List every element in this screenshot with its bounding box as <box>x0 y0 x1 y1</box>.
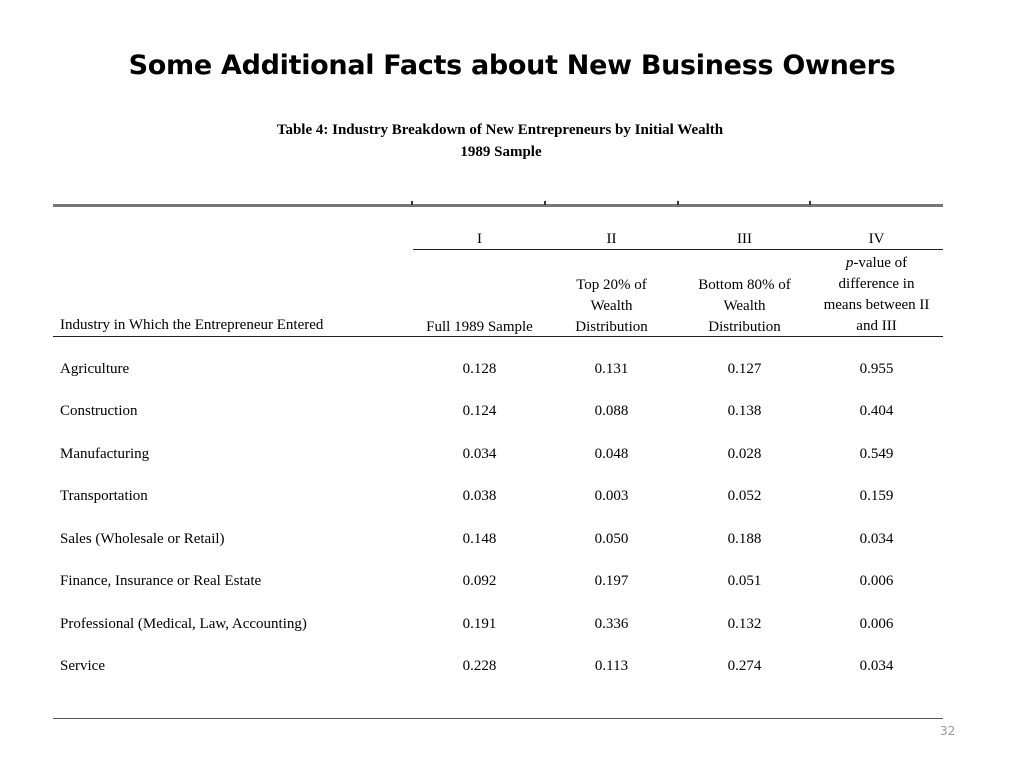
row-label: Finance, Insurance or Real Estate <box>60 573 262 589</box>
table-cell: 0.549 <box>859 446 894 462</box>
slide-title: Some Additional Facts about New Business Owners <box>128 50 896 81</box>
table-cell: 0.113 <box>594 658 629 674</box>
column-roman-iv: IV <box>868 231 885 247</box>
table-cell: 0.092 <box>462 573 497 589</box>
column-tick <box>677 201 679 205</box>
table-cell: 0.197 <box>594 573 629 589</box>
table-cell: 0.128 <box>462 361 497 377</box>
table-cell: 0.124 <box>462 403 497 419</box>
table-cell: 0.052 <box>727 488 762 504</box>
table-cell: 0.003 <box>594 488 629 504</box>
roman-underline <box>413 249 943 250</box>
table-cell: 0.034 <box>859 658 894 674</box>
column-roman-i: I <box>477 231 482 247</box>
table-cell: 0.051 <box>727 573 762 589</box>
column-header-full-sample: Full 1989 Sample <box>426 319 533 335</box>
row-label: Transportation <box>60 488 148 504</box>
table-cell: 0.132 <box>727 616 762 632</box>
page-number: 32 <box>940 724 956 738</box>
table-cell: 0.127 <box>727 361 762 377</box>
table-cell: 0.159 <box>859 488 894 504</box>
row-header: Industry in Which the Entrepreneur Entered <box>60 317 324 333</box>
table-bottom-rule <box>53 718 943 719</box>
table-cell: 0.006 <box>859 573 894 589</box>
table-subcaption: 1989 Sample <box>460 144 542 160</box>
table-cell: 0.034 <box>859 531 894 547</box>
row-label: Construction <box>60 403 138 419</box>
table-cell: 0.131 <box>594 361 629 377</box>
row-label: Professional (Medical, Law, Accounting) <box>60 616 307 632</box>
table-cell: 0.955 <box>859 361 894 377</box>
table-cell: 0.404 <box>859 403 894 419</box>
table-cell: 0.188 <box>727 531 762 547</box>
table-caption: Table 4: Industry Breakdown of New Entrepreneurs by Initial Wealth <box>276 122 724 138</box>
table-cell: 0.038 <box>462 488 497 504</box>
table-cell: 0.048 <box>594 446 629 462</box>
row-label: Sales (Wholesale or Retail) <box>60 531 225 547</box>
column-roman-iii: III <box>737 231 752 247</box>
table-cell: 0.148 <box>462 531 497 547</box>
column-tick <box>809 201 811 205</box>
column-roman-ii: II <box>606 231 617 247</box>
table-cell: 0.138 <box>727 403 762 419</box>
table-cell: 0.228 <box>462 658 497 674</box>
table-cell: 0.028 <box>727 446 762 462</box>
column-header-bottom-80: Bottom 80% of Wealth Distribution <box>698 277 791 335</box>
table-cell: 0.336 <box>594 616 629 632</box>
table-cell: 0.050 <box>594 531 629 547</box>
row-label: Manufacturing <box>60 446 150 462</box>
column-tick <box>544 201 546 205</box>
table-cell: 0.274 <box>727 658 762 674</box>
column-header-top-20: Top 20% of Wealth Distribution <box>575 277 648 335</box>
column-header-p-value: p-value of difference in means between II and III <box>823 255 930 334</box>
table-cell: 0.088 <box>594 403 629 419</box>
table-cell: 0.191 <box>462 616 497 632</box>
column-tick <box>411 201 413 205</box>
header-rule <box>53 336 943 337</box>
table-cell: 0.034 <box>462 446 497 462</box>
table-cell: 0.006 <box>859 616 894 632</box>
row-label: Agriculture <box>60 361 130 377</box>
row-label: Service <box>60 658 105 674</box>
